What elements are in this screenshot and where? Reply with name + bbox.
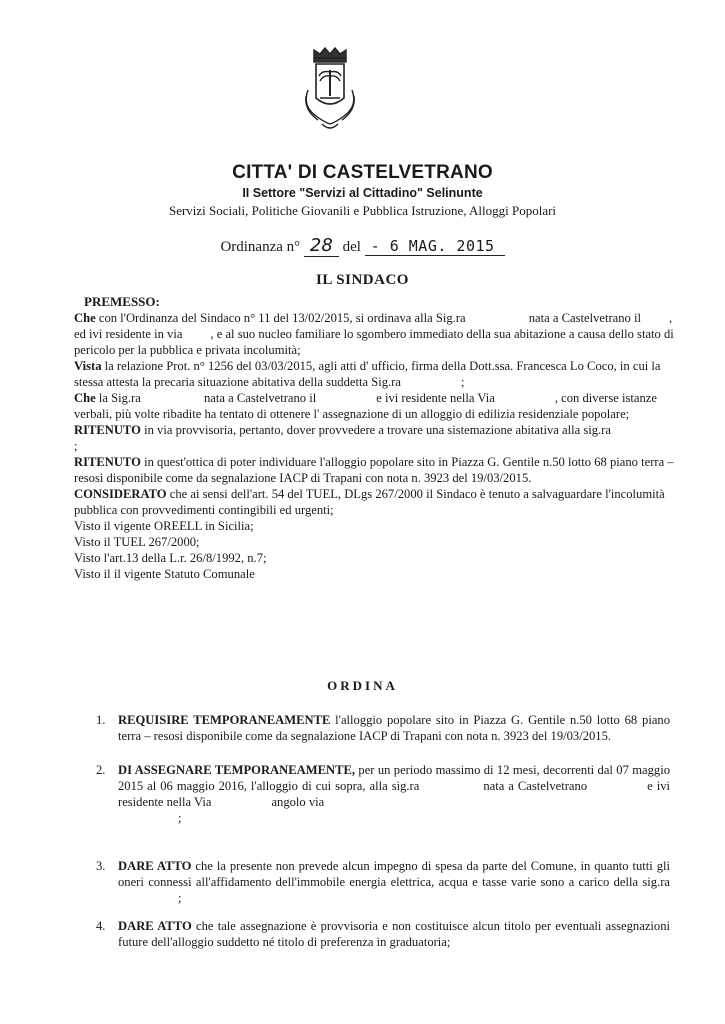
premesso-heading: PREMESSO: <box>84 294 160 309</box>
document-title: IL SINDACO <box>316 272 409 288</box>
visto-line-4: Visto il il vigente Statuto Comunale <box>74 567 255 581</box>
premise-paragraph-6: CONSIDERATO che ai sensi dell'art. 54 del TUEL, DLgs 267/2000 il Sindaco è tenuto a salvaguardare l'incolumità pubblica con provvedimenti contingibili ed urgenti; <box>74 487 665 517</box>
premise-paragraph-4: RITENUTO in via provvisoria, pertanto, dover provvedere a trovare una sistemazione abitativa alla sig.ra; <box>74 423 611 453</box>
visto-line-2: Visto il TUEL 267/2000; <box>74 535 200 549</box>
visto-line-3: Visto l'art.13 della L.r. 26/8/1992, n.7; <box>74 551 267 565</box>
services-line: Servizi Sociali, Politiche Giovanili e Pubblica Istruzione, Alloggi Popolari <box>168 203 557 218</box>
list-item: 1. REQUISIRE TEMPORANEAMENTE l'alloggio popolare sito in Piazza G. Gentile n.50 lotto 68 piano terra – resosi disponibile come da segnalazione IACP di Trapani con nota n. 3923 del 19/03/2015. <box>96 713 670 743</box>
order-list <box>90 712 670 950</box>
premises-section <box>74 294 674 582</box>
ordinanza-number: 28 <box>304 235 339 257</box>
sector-name: II Settore "Servizi al Cittadino" Selinunte <box>242 186 483 200</box>
premise-paragraph-1: Che con l'Ordinanza del Sindaco n° 11 del 13/02/2015, si ordinava alla Sig.ra nata a Castelvetrano il , ed ivi residente in via , e al suo nucleo familiare lo sgombero immediato della sua abitazione a causa dello stato di pericolo per la pubblica e privata incolumità; <box>74 311 674 357</box>
visto-line-1: Visto il vigente OREELL in Sicilia; <box>74 519 254 533</box>
ordinanza-date-stamp: - 6 MAG. 2015 <box>365 237 505 256</box>
city-crest-logo <box>292 40 368 136</box>
premise-paragraph-3: Che la Sig.ra nata a Castelvetrano il e ivi residente nella Via , con diverse istanze verbali, più volte ribadite ha tentato di ottenere l' assegnazione di un alloggio di edilizia residenziale popolare; <box>74 391 657 421</box>
list-item: 4. DARE ATTO che tale assegnazione è provvisoria e non costituisce alcun titolo per eventuali assegnazioni future dell'alloggio suddetto né titolo di preferenza in graduatoria; <box>96 919 670 949</box>
premise-paragraph-2: Vista la relazione Prot. n° 1256 del 03/03/2015, agli atti d' ufficio, firma della Dott.ssa. Francesca Lo Coco, in cui la stessa attesta la precaria situazione abitativa della suddetta Sig.ra ; <box>74 359 661 389</box>
ordinanza-line <box>0 235 725 256</box>
ordinanza-label: Ordinanza n° <box>220 239 301 255</box>
ordina-heading: ORDINA <box>327 678 398 693</box>
list-item: 2. DI ASSEGNARE TEMPORANEAMENTE, per un periodo massimo di 12 mesi, decorrenti dal 07 maggio 2015 al 06 maggio 2016, l'alloggio di cui sopra, alla sig.ra nata a Castelvetrano e ivi residente nella Via angolo via ; <box>96 763 671 825</box>
del-label: del <box>342 239 361 255</box>
city-name: CITTA' DI CASTELVETRANO <box>232 162 493 183</box>
premise-paragraph-5: RITENUTO in quest'ottica di poter individuare l'alloggio popolare sito in Piazza G. Gentile n.50 lotto 68 piano terra – resosi disponibile come da segnalazione IACP di Trapani con nota n. 3923 del 19/03/2015. <box>74 455 674 485</box>
list-item: 3. DARE ATTO che la presente non prevede alcun impegno di spesa da parte del Comune, in quanto tutti gli oneri connessi all'affidamento dell'immobile energia elettrica, acqua e tasse varie sono a carico della sig.ra; <box>96 859 671 905</box>
